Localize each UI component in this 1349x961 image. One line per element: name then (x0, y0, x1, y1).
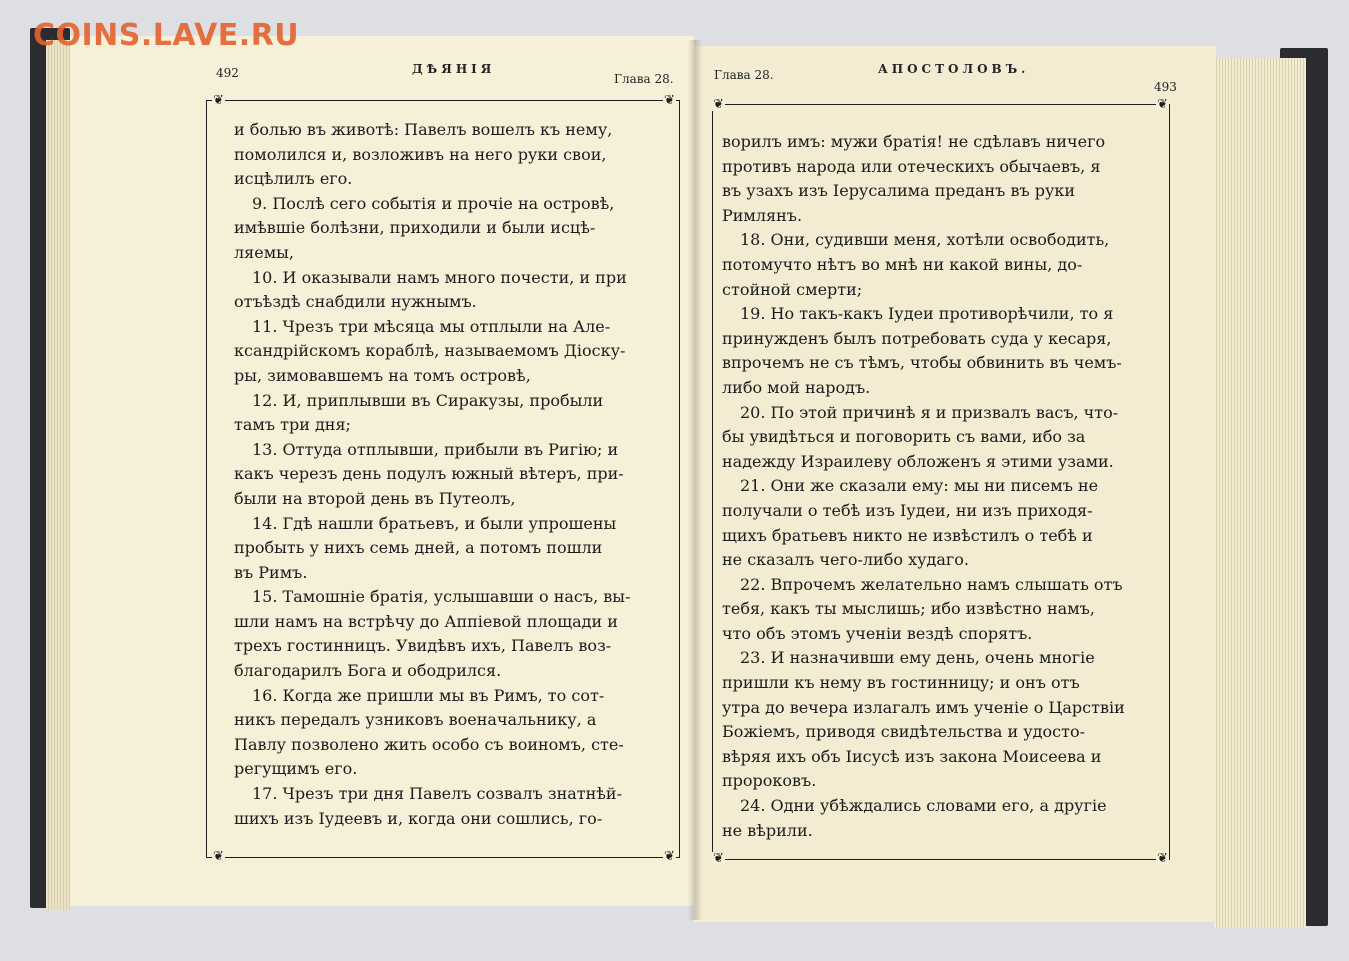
text-line: регущимъ его. (234, 759, 358, 779)
text-line: шихъ изъ Іудеевъ и, когда они сошлись, го- (234, 808, 603, 828)
text-line: благодарилъ Бога и ободрился. (234, 661, 502, 681)
text-line: потомучто нѣтъ во мнѣ ни какой вины, до- (722, 254, 1083, 274)
text-line: пробыть у нихъ семь дней, а потомъ пошли (234, 538, 603, 558)
corner-ornament-icon: ❦ (713, 97, 724, 112)
text-line: 19. Но такъ-какъ Іудеи противорѣчили, то я (740, 304, 1114, 324)
text-line: 15. Тамошніе братія, услышавши о насъ, вы- (252, 587, 631, 607)
text-line: пришли къ нему въ гостинницу; и онъ отъ (722, 673, 1080, 693)
text-line: 18. Они, судивши меня, хотѣли освободить, (740, 230, 1110, 250)
text-line: 9. Послѣ сего событія и прочіе на островѣ, (252, 193, 615, 213)
text-line: 23. И назначивши ему день, очень многіе (740, 648, 1095, 668)
text-line: либо мой народъ. (722, 377, 871, 397)
text-line: 14. Гдѣ нашли братьевъ, и были упрошены (252, 513, 617, 533)
text-line: никъ передалъ узниковъ военачальнику, а (234, 710, 597, 730)
text-line: 20. По этой причинѣ я и призвалъ васъ, что- (740, 402, 1119, 422)
text-line: тамъ три дня; (234, 415, 351, 435)
text-line: щихъ братьевъ никто не извѣстилъ о тебѣ и (722, 525, 1093, 545)
text-line: ляемы, (234, 242, 294, 262)
text-line: Римлянъ. (722, 205, 803, 225)
text-line: и болью въ животѣ: Павелъ вошелъ къ нему, (234, 120, 613, 139)
text-line: противъ народа или отеческихъ обычаевъ, я (722, 156, 1101, 176)
corner-ornament-icon: ❦ (664, 849, 675, 864)
corner-ornament-icon: ❦ (213, 849, 224, 864)
text-line: въ Римъ. (234, 562, 308, 582)
text-line: утра до вечера излагалъ имъ ученіе о Царствіи (722, 697, 1125, 717)
text-line: какъ черезъ день подулъ южный вѣтеръ, при- (234, 464, 624, 484)
text-line: тебя, какъ ты мыслишь; ибо извѣстно намъ, (722, 599, 1095, 619)
text-line: впрочемъ не съ тѣмъ, чтобы обвинить въ чемъ- (722, 353, 1122, 373)
text-line: трехъ гостинницъ. Увидѣвъ ихъ, Павелъ воз- (234, 636, 612, 656)
text-line: вѣряя ихъ объ Іисусѣ изъ закона Моисеева и (722, 746, 1102, 766)
text-line: 17. Чрезъ три дня Павелъ созвалъ знатнѣй- (252, 784, 622, 804)
text-line: были на второй день въ Путеолъ, (234, 488, 516, 508)
text-line: въ узахъ изъ Іерусалима преданъ въ руки (722, 181, 1076, 201)
text-line: получали о тебѣ изъ Іудеи, ни изъ приходя- (722, 500, 1093, 520)
left-chapter-label: Глава 28. (614, 72, 674, 86)
text-line: надежду Израилеву обложенъ я этими узами. (722, 451, 1114, 471)
text-line: Павлу позволено жить особо съ воиномъ, сте- (234, 734, 624, 754)
text-line: 11. Чрезъ три мѣсяца мы отплыли на Але- (252, 316, 611, 336)
left-running-title: ДѢЯНІЯ (412, 62, 496, 76)
text-line: исцѣлилъ его. (234, 169, 353, 189)
corner-ornament-icon: ❦ (1157, 97, 1168, 112)
left-page-number: 492 (216, 66, 239, 80)
book-gutter (688, 40, 702, 920)
text-line: шли намъ на встрѣчу до Аппіевой площади и (234, 611, 618, 631)
text-line: стойной смерти; (722, 279, 863, 299)
text-line: 12. И, приплывши въ Сиракузы, пробыли (252, 390, 604, 410)
page-edges-right (1214, 58, 1306, 928)
text-line: ворилъ имъ: мужи братія! не сдѣлавъ ничего (722, 132, 1106, 151)
text-line: имѣвшіе болѣзни, приходили и были исцѣ- (234, 218, 596, 238)
right-running-title: АПОСТОЛОВЪ. (878, 62, 1030, 76)
text-line: не сказалъ чего-либо худаго. (722, 550, 969, 570)
corner-ornament-icon: ❦ (1157, 851, 1168, 866)
page-edges-left (46, 40, 72, 910)
text-line: ры, зимовавшемъ на томъ островѣ, (234, 365, 531, 385)
text-line: помолился и, возложивъ на него руки свои, (234, 144, 607, 164)
right-page-body (722, 130, 1152, 843)
right-page-number: 493 (1154, 80, 1177, 94)
corner-ornament-icon: ❦ (664, 93, 675, 108)
corner-ornament-icon: ❦ (213, 93, 224, 108)
text-line: принужденъ былъ потребовать суда у кесаря, (722, 328, 1112, 348)
text-line: 10. И оказывали намъ много почести, и при (252, 267, 627, 287)
text-line: 24. Одни убѣждались словами его, а другіе (740, 796, 1107, 816)
text-line: что объ этомъ ученіи вездѣ спорятъ. (722, 623, 1033, 643)
watermark: COINS.LAVE.RU (33, 18, 300, 53)
text-line: 21. Они же сказали ему: мы ни писемъ не (740, 476, 1099, 496)
right-chapter-label: Глава 28. (714, 68, 774, 82)
text-line: отъѣздѣ снабдили нужнымъ. (234, 292, 477, 312)
text-line: 16. Когда же пришли мы въ Римъ, то сот- (252, 685, 605, 705)
text-line: ксандрійскомъ кораблѣ, называемомъ Діоску- (234, 341, 626, 361)
text-line: Божіемъ, приводя свидѣтельства и удосто- (722, 722, 1086, 742)
text-line: пророковъ. (722, 771, 817, 791)
text-line: бы увидѣться и поговорить съ вами, ибо за (722, 427, 1086, 447)
left-page-body (234, 118, 658, 831)
text-line: 13. Оттуда отплывши, прибыли въ Ригію; и (252, 439, 619, 459)
text-line: не вѣрили. (722, 820, 813, 840)
corner-ornament-icon: ❦ (713, 851, 724, 866)
text-line: 22. Впрочемъ желательно намъ слышать отъ (740, 574, 1123, 594)
